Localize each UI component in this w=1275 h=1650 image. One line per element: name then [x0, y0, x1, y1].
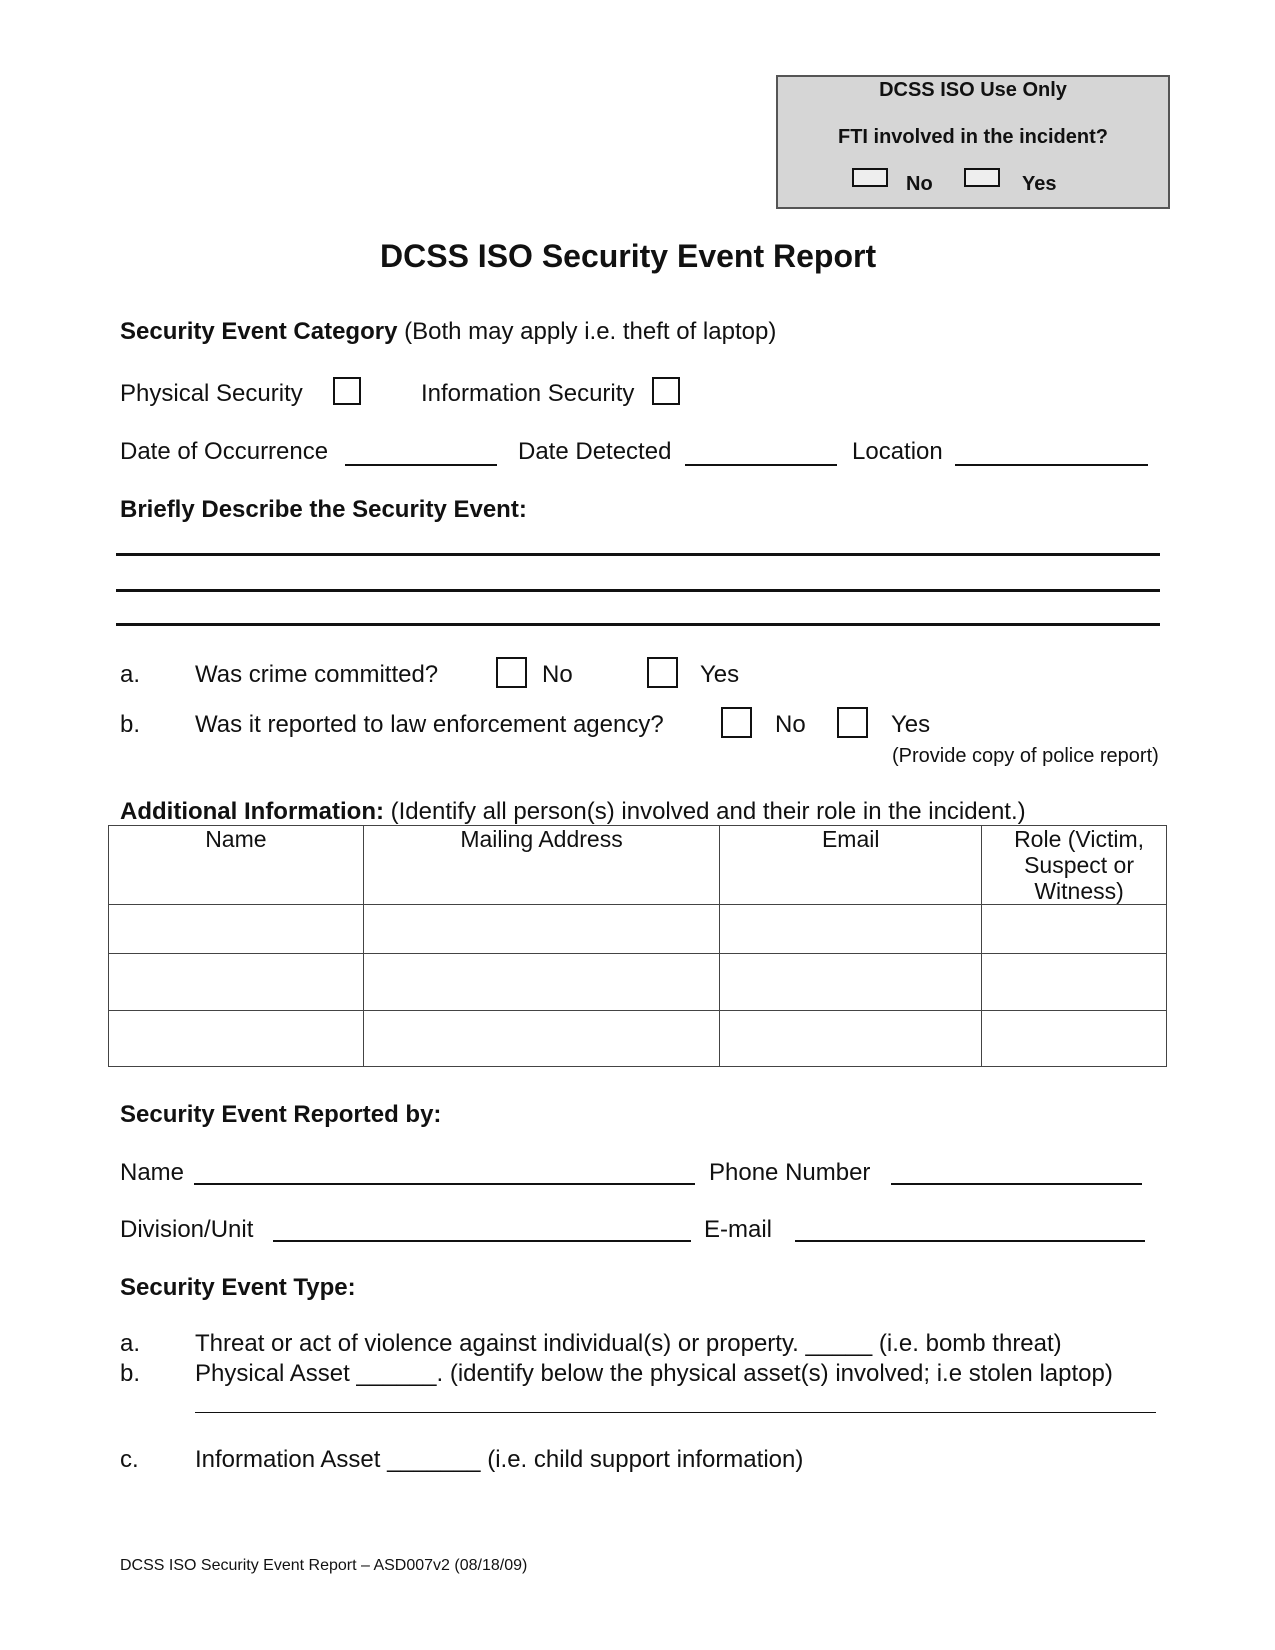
page-title: DCSS ISO Security Event Report	[380, 238, 877, 274]
reported-yes-checkbox[interactable]	[837, 707, 868, 738]
question-b-letter: b.	[120, 711, 141, 738]
table-header-row	[109, 826, 1167, 905]
information-security-label: Information Security	[421, 380, 635, 407]
col-role-header-line-3: Witness)	[1034, 878, 1124, 904]
physical-asset-description-field[interactable]	[195, 1412, 1156, 1413]
crime-yes-checkbox[interactable]	[647, 657, 678, 688]
fti-yes-label: Yes	[1022, 173, 1057, 195]
reporter-name-field[interactable]	[194, 1183, 695, 1185]
table-cell[interactable]	[363, 1011, 720, 1067]
date-detected-field[interactable]	[685, 464, 837, 466]
table-row	[109, 1011, 1167, 1067]
describe-heading: Briefly Describe the Security Event:	[120, 496, 527, 523]
table-cell[interactable]	[109, 954, 364, 1011]
event-type-c-letter: c.	[120, 1446, 139, 1473]
col-email-header: Email	[720, 826, 982, 905]
col-role-header-line-2: Suspect or	[1024, 852, 1135, 878]
describe-line-2[interactable]	[116, 589, 1160, 592]
event-type-c-text: Information Asset _______ (i.e. child support information)	[195, 1446, 804, 1473]
date-occurrence-field[interactable]	[345, 464, 497, 466]
table-row	[109, 905, 1167, 954]
event-type-b-letter: b.	[120, 1360, 141, 1387]
location-field[interactable]	[955, 464, 1148, 466]
persons-table	[108, 825, 1167, 1067]
question-a-letter: a.	[120, 661, 141, 688]
event-type-a-text: Threat or act of violence against individual(s) or property. _____ (i.e. bomb threat)	[195, 1330, 1062, 1357]
location-label: Location	[852, 438, 943, 465]
division-field[interactable]	[273, 1240, 691, 1242]
additional-info-line	[120, 798, 1026, 826]
event-type-a-letter: a.	[120, 1330, 141, 1357]
iso-use-only-box	[776, 75, 1170, 209]
date-detected-label: Date Detected	[518, 438, 672, 465]
crime-yes-label: Yes	[700, 661, 740, 688]
police-report-note: (Provide copy of police report)	[892, 745, 1159, 767]
phone-label: Phone Number	[709, 1159, 871, 1186]
table-cell[interactable]	[720, 905, 982, 954]
fti-yes-checkbox[interactable]	[964, 168, 1000, 187]
footer-text: DCSS ISO Security Event Report – ASD007v2 (08/18/09)	[120, 1557, 528, 1574]
division-label: Division/Unit	[120, 1216, 254, 1243]
describe-line-3[interactable]	[116, 623, 1160, 626]
table-cell[interactable]	[109, 1011, 364, 1067]
date-occurrence-label: Date of Occurrence	[120, 438, 329, 465]
table-cell[interactable]	[720, 954, 982, 1011]
physical-security-label: Physical Security	[120, 380, 303, 407]
iso-box-title: DCSS ISO Use Only	[879, 79, 1067, 101]
fti-no-label: No	[906, 173, 933, 195]
reported-by-heading: Security Event Reported by:	[120, 1101, 442, 1128]
reported-yes-label: Yes	[891, 711, 931, 738]
table-cell[interactable]	[363, 905, 720, 954]
describe-line-1[interactable]	[116, 553, 1160, 556]
reporter-email-label: E-mail	[704, 1216, 773, 1243]
physical-security-checkbox[interactable]	[333, 377, 361, 405]
reported-no-label: No	[775, 711, 806, 738]
question-a-text: Was crime committed?	[195, 661, 439, 688]
information-security-checkbox[interactable]	[652, 377, 680, 405]
table-cell[interactable]	[982, 1011, 1167, 1067]
event-type-b-text: Physical Asset ______. (identify below the physical asset(s) involved; i.e stolen laptop)	[195, 1360, 1113, 1387]
table-cell[interactable]	[982, 905, 1167, 954]
category-note: (Both may apply i.e. theft of laptop)	[404, 318, 777, 345]
category-line	[120, 318, 776, 346]
phone-field[interactable]	[891, 1183, 1142, 1185]
col-role-header-line-1: Role (Victim,	[1014, 826, 1144, 852]
col-address-header: Mailing Address	[363, 826, 720, 905]
col-role-header	[982, 826, 1167, 905]
fti-question: FTI involved in the incident?	[837, 126, 1108, 148]
event-type-heading: Security Event Type:	[120, 1274, 356, 1301]
table-cell[interactable]	[982, 954, 1167, 1011]
table-row	[109, 954, 1167, 1011]
table-cell[interactable]	[720, 1011, 982, 1067]
crime-no-label: No	[542, 661, 573, 688]
fti-no-checkbox[interactable]	[852, 168, 888, 187]
reporter-name-label: Name	[120, 1159, 185, 1186]
table-cell[interactable]	[109, 905, 364, 954]
table-cell[interactable]	[363, 954, 720, 1011]
reported-no-checkbox[interactable]	[721, 707, 752, 738]
question-b-text: Was it reported to law enforcement agency?	[195, 711, 664, 738]
category-heading: Security Event Category	[120, 318, 398, 345]
crime-no-checkbox[interactable]	[496, 657, 527, 688]
col-name-header: Name	[109, 826, 364, 905]
reporter-email-field[interactable]	[795, 1240, 1145, 1242]
additional-info-note: (Identify all person(s) involved and their role in the incident.)	[390, 798, 1026, 825]
additional-info-heading: Additional Information:	[120, 798, 384, 825]
